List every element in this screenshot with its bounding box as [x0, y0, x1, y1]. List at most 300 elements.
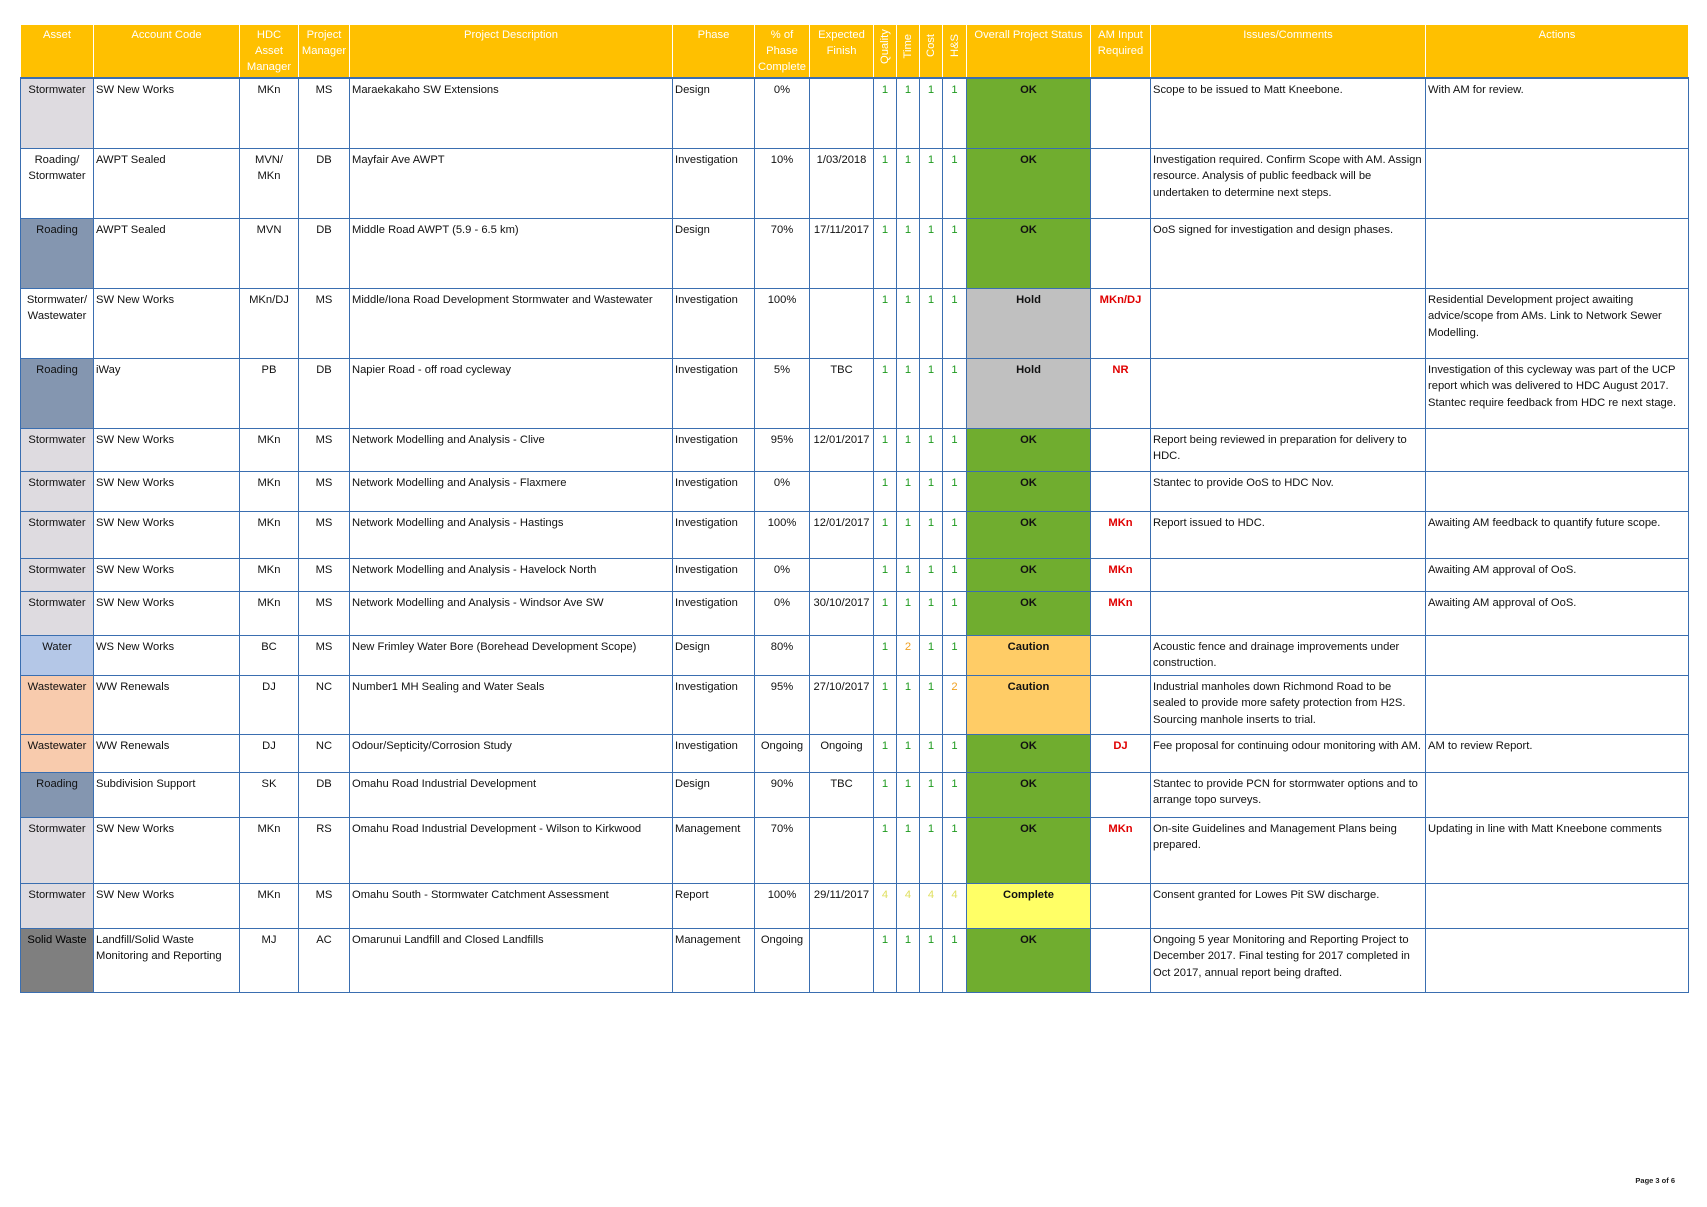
expected-finish-cell [810, 471, 874, 511]
pct-complete-cell: 80% [755, 635, 810, 675]
table-row [21, 511, 1689, 558]
status-cell: OK [967, 511, 1091, 558]
table-row [21, 558, 1689, 591]
quality-score: 1 [874, 675, 897, 734]
actions-cell: Updating in line with Matt Kneebone comments [1426, 817, 1689, 883]
project-description-cell: Middle Road AWPT (5.9 - 6.5 km) [350, 218, 673, 288]
status-cell: OK [967, 591, 1091, 635]
phase-cell: Investigation [673, 591, 755, 635]
account-code-cell: WS New Works [94, 635, 240, 675]
header-project-manager: Project Manager [299, 25, 350, 79]
status-cell: Complete [967, 883, 1091, 928]
phase-cell: Investigation [673, 288, 755, 358]
account-code-cell: SW New Works [94, 558, 240, 591]
actions-cell [1426, 928, 1689, 992]
cost-score: 1 [920, 358, 943, 428]
phase-cell: Design [673, 78, 755, 148]
actions-cell [1426, 428, 1689, 471]
expected-finish-cell: 29/11/2017 [810, 883, 874, 928]
time-score: 1 [897, 288, 920, 358]
header-time-label: Time [902, 34, 914, 59]
hdc-asset-manager-cell: MVN/ MKn [240, 148, 299, 218]
cost-score: 1 [920, 471, 943, 511]
issues-cell: On-site Guidelines and Management Plans being prepared. [1151, 817, 1426, 883]
account-code-cell: AWPT Sealed [94, 148, 240, 218]
quality-score: 4 [874, 883, 897, 928]
time-score: 1 [897, 734, 920, 772]
actions-cell: With AM for review. [1426, 78, 1689, 148]
quality-score: 1 [874, 358, 897, 428]
table-row [21, 218, 1689, 288]
am-input-cell: MKn [1091, 591, 1151, 635]
cost-score: 4 [920, 883, 943, 928]
account-code-cell: WW Renewals [94, 734, 240, 772]
project-description-cell: Odour/Septicity/Corrosion Study [350, 734, 673, 772]
project-description-cell: Maraekakaho SW Extensions [350, 78, 673, 148]
header-actions: Actions [1426, 25, 1689, 79]
asset-cell: Stormwater [21, 817, 94, 883]
phase-cell: Report [673, 883, 755, 928]
header-project-description: Project Description [350, 25, 673, 79]
pct-complete-cell: 70% [755, 218, 810, 288]
pct-complete-cell: 100% [755, 511, 810, 558]
status-cell: Caution [967, 675, 1091, 734]
project-manager-cell: AC [299, 928, 350, 992]
phase-cell: Management [673, 928, 755, 992]
project-manager-cell: RS [299, 817, 350, 883]
hdc-asset-manager-cell: PB [240, 358, 299, 428]
header-account-code: Account Code [94, 25, 240, 79]
time-score: 1 [897, 591, 920, 635]
quality-score: 1 [874, 591, 897, 635]
am-input-cell [1091, 218, 1151, 288]
expected-finish-cell: 30/10/2017 [810, 591, 874, 635]
cost-score: 1 [920, 635, 943, 675]
pct-complete-cell: 0% [755, 78, 810, 148]
pct-complete-cell: 0% [755, 471, 810, 511]
asset-cell: Roading/ Stormwater [21, 148, 94, 218]
header-row [21, 25, 1689, 79]
account-code-cell: iWay [94, 358, 240, 428]
project-description-cell: Omahu Road Industrial Development [350, 772, 673, 817]
time-score: 1 [897, 78, 920, 148]
quality-score: 1 [874, 511, 897, 558]
quality-score: 1 [874, 428, 897, 471]
phase-cell: Investigation [673, 471, 755, 511]
expected-finish-cell: TBC [810, 358, 874, 428]
account-code-cell: SW New Works [94, 817, 240, 883]
cost-score: 1 [920, 817, 943, 883]
am-input-cell [1091, 471, 1151, 511]
table-row [21, 471, 1689, 511]
asset-cell: Solid Waste [21, 928, 94, 992]
project-manager-cell: DB [299, 358, 350, 428]
project-manager-cell: MS [299, 883, 350, 928]
hdc-asset-manager-cell: MVN [240, 218, 299, 288]
status-cell: OK [967, 734, 1091, 772]
phase-cell: Management [673, 817, 755, 883]
cost-score: 1 [920, 591, 943, 635]
phase-cell: Design [673, 772, 755, 817]
am-input-cell: NR [1091, 358, 1151, 428]
header-status: Overall Project Status [967, 25, 1091, 79]
expected-finish-cell: 17/11/2017 [810, 218, 874, 288]
project-description-cell: Omahu South - Stormwater Catchment Assessment [350, 883, 673, 928]
hdc-asset-manager-cell: MKn [240, 471, 299, 511]
account-code-cell: SW New Works [94, 471, 240, 511]
pct-complete-cell: 0% [755, 558, 810, 591]
status-cell: OK [967, 148, 1091, 218]
account-code-cell: SW New Works [94, 78, 240, 148]
hdc-asset-manager-cell: DJ [240, 734, 299, 772]
phase-cell: Investigation [673, 675, 755, 734]
cost-score: 1 [920, 511, 943, 558]
header-hs-label: H&S [948, 34, 961, 58]
asset-cell: Stormwater [21, 511, 94, 558]
hs-score: 1 [943, 428, 967, 471]
header-pct-complete: % of Phase Complete [755, 25, 810, 79]
issues-cell: OoS signed for investigation and design phases. [1151, 218, 1426, 288]
pct-complete-cell: 100% [755, 288, 810, 358]
header-quality-label: Quality [879, 29, 891, 64]
status-cell: OK [967, 817, 1091, 883]
project-manager-cell: MS [299, 511, 350, 558]
am-input-cell: MKn/DJ [1091, 288, 1151, 358]
phase-cell: Design [673, 218, 755, 288]
hs-score: 1 [943, 471, 967, 511]
issues-cell [1151, 591, 1426, 635]
project-manager-cell: MS [299, 78, 350, 148]
asset-cell: Stormwater [21, 558, 94, 591]
issues-cell: Stantec to provide PCN for stormwater options and to arrange topo surveys. [1151, 772, 1426, 817]
hs-score: 1 [943, 817, 967, 883]
pct-complete-cell: 5% [755, 358, 810, 428]
hs-score: 1 [943, 635, 967, 675]
hs-score: 1 [943, 148, 967, 218]
pct-complete-cell: Ongoing [755, 734, 810, 772]
issues-cell [1151, 288, 1426, 358]
am-input-cell: MKn [1091, 817, 1151, 883]
actions-cell: Awaiting AM feedback to quantify future scope. [1426, 511, 1689, 558]
am-input-cell [1091, 928, 1151, 992]
time-score: 4 [897, 883, 920, 928]
table-row [21, 148, 1689, 218]
cost-score: 1 [920, 928, 943, 992]
time-score: 1 [897, 675, 920, 734]
project-description-cell: Middle/Iona Road Development Stormwater and Wastewater [350, 288, 673, 358]
am-input-cell [1091, 883, 1151, 928]
project-manager-cell: NC [299, 734, 350, 772]
pct-complete-cell: 90% [755, 772, 810, 817]
phase-cell: Investigation [673, 428, 755, 471]
expected-finish-cell: 12/01/2017 [810, 511, 874, 558]
expected-finish-cell [810, 78, 874, 148]
expected-finish-cell [810, 288, 874, 358]
quality-score: 1 [874, 734, 897, 772]
header-phase: Phase [673, 25, 755, 79]
table-row [21, 635, 1689, 675]
table-row [21, 591, 1689, 635]
am-input-cell [1091, 148, 1151, 218]
asset-cell: Roading [21, 358, 94, 428]
expected-finish-cell [810, 558, 874, 591]
account-code-cell: Landfill/Solid Waste Monitoring and Reporting [94, 928, 240, 992]
time-score: 1 [897, 148, 920, 218]
header-am-input: AM Input Required [1091, 25, 1151, 79]
status-cell: OK [967, 471, 1091, 511]
project-manager-cell: NC [299, 675, 350, 734]
phase-cell: Investigation [673, 358, 755, 428]
issues-cell [1151, 558, 1426, 591]
issues-cell [1151, 358, 1426, 428]
phase-cell: Investigation [673, 511, 755, 558]
actions-cell: Awaiting AM approval of OoS. [1426, 558, 1689, 591]
asset-cell: Roading [21, 218, 94, 288]
issues-cell: Consent granted for Lowes Pit SW discharge. [1151, 883, 1426, 928]
phase-cell: Investigation [673, 734, 755, 772]
expected-finish-cell: 27/10/2017 [810, 675, 874, 734]
account-code-cell: SW New Works [94, 428, 240, 471]
quality-score: 1 [874, 558, 897, 591]
hdc-asset-manager-cell: MKn [240, 883, 299, 928]
project-description-cell: Network Modelling and Analysis - Flaxmere [350, 471, 673, 511]
phase-cell: Design [673, 635, 755, 675]
cost-score: 1 [920, 675, 943, 734]
project-description-cell: New Frimley Water Bore (Borehead Development Scope) [350, 635, 673, 675]
quality-score: 1 [874, 471, 897, 511]
pct-complete-cell: 100% [755, 883, 810, 928]
project-description-cell: Omahu Road Industrial Development - Wilson to Kirkwood [350, 817, 673, 883]
hs-score: 1 [943, 928, 967, 992]
cost-score: 1 [920, 288, 943, 358]
time-score: 1 [897, 428, 920, 471]
hdc-asset-manager-cell: MKn [240, 558, 299, 591]
am-input-cell: MKn [1091, 558, 1151, 591]
asset-cell: Stormwater [21, 78, 94, 148]
hdc-asset-manager-cell: BC [240, 635, 299, 675]
status-cell: OK [967, 558, 1091, 591]
table-row [21, 358, 1689, 428]
asset-cell: Stormwater/ Wastewater [21, 288, 94, 358]
quality-score: 1 [874, 148, 897, 218]
cost-score: 1 [920, 428, 943, 471]
expected-finish-cell [810, 635, 874, 675]
hdc-asset-manager-cell: MKn/DJ [240, 288, 299, 358]
issues-cell: Acoustic fence and drainage improvements under construction. [1151, 635, 1426, 675]
issues-cell: Report being reviewed in preparation for delivery to HDC. [1151, 428, 1426, 471]
hs-score: 2 [943, 675, 967, 734]
asset-cell: Stormwater [21, 428, 94, 471]
time-score: 2 [897, 635, 920, 675]
header-asset: Asset [21, 25, 94, 79]
hs-score: 1 [943, 591, 967, 635]
hdc-asset-manager-cell: MKn [240, 817, 299, 883]
table-body [21, 78, 1689, 992]
status-cell: Hold [967, 288, 1091, 358]
am-input-cell [1091, 635, 1151, 675]
table-row [21, 928, 1689, 992]
expected-finish-cell: TBC [810, 772, 874, 817]
quality-score: 1 [874, 817, 897, 883]
time-score: 1 [897, 218, 920, 288]
header-issues: Issues/Comments [1151, 25, 1426, 79]
hs-score: 1 [943, 772, 967, 817]
project-description-cell: Number1 MH Sealing and Water Seals [350, 675, 673, 734]
actions-cell: Residential Development project awaiting advice/scope from AMs. Link to Network Sewer Modelling. [1426, 288, 1689, 358]
am-input-cell [1091, 78, 1151, 148]
table-row [21, 734, 1689, 772]
pct-complete-cell: Ongoing [755, 928, 810, 992]
issues-cell: Ongoing 5 year Monitoring and Reporting Project to December 2017. Final testing for 2017 completed in Oct 2017, annual report being drafted. [1151, 928, 1426, 992]
cost-score: 1 [920, 78, 943, 148]
status-cell: OK [967, 928, 1091, 992]
quality-score: 1 [874, 78, 897, 148]
am-input-cell [1091, 428, 1151, 471]
am-input-cell [1091, 772, 1151, 817]
table-row [21, 772, 1689, 817]
table-row [21, 428, 1689, 471]
hdc-asset-manager-cell: SK [240, 772, 299, 817]
table-row [21, 817, 1689, 883]
actions-cell [1426, 635, 1689, 675]
quality-score: 1 [874, 928, 897, 992]
account-code-cell: WW Renewals [94, 675, 240, 734]
cost-score: 1 [920, 218, 943, 288]
asset-cell: Water [21, 635, 94, 675]
quality-score: 1 [874, 635, 897, 675]
time-score: 1 [897, 471, 920, 511]
quality-score: 1 [874, 288, 897, 358]
project-status-table [20, 24, 1689, 993]
cost-score: 1 [920, 558, 943, 591]
project-manager-cell: DB [299, 148, 350, 218]
hdc-asset-manager-cell: MJ [240, 928, 299, 992]
pct-complete-cell: 10% [755, 148, 810, 218]
issues-cell: Stantec to provide OoS to HDC Nov. [1151, 471, 1426, 511]
time-score: 1 [897, 928, 920, 992]
account-code-cell: SW New Works [94, 288, 240, 358]
issues-cell: Fee proposal for continuing odour monitoring with AM. [1151, 734, 1426, 772]
am-input-cell: DJ [1091, 734, 1151, 772]
pct-complete-cell: 70% [755, 817, 810, 883]
status-cell: OK [967, 218, 1091, 288]
actions-cell [1426, 148, 1689, 218]
hs-score: 1 [943, 734, 967, 772]
quality-score: 1 [874, 218, 897, 288]
page-number: Page 3 of 6 [1635, 1176, 1675, 1185]
am-input-cell [1091, 675, 1151, 734]
hs-score: 1 [943, 78, 967, 148]
phase-cell: Investigation [673, 558, 755, 591]
hdc-asset-manager-cell: MKn [240, 428, 299, 471]
project-description-cell: Mayfair Ave AWPT [350, 148, 673, 218]
actions-cell: Awaiting AM approval of OoS. [1426, 591, 1689, 635]
asset-cell: Stormwater [21, 471, 94, 511]
actions-cell [1426, 772, 1689, 817]
status-cell: OK [967, 78, 1091, 148]
asset-cell: Stormwater [21, 591, 94, 635]
actions-cell: AM to review Report. [1426, 734, 1689, 772]
asset-cell: Roading [21, 772, 94, 817]
time-score: 1 [897, 772, 920, 817]
issues-cell: Investigation required. Confirm Scope with AM. Assign resource. Analysis of public feedback will be undertaken to determine next steps. [1151, 148, 1426, 218]
time-score: 1 [897, 511, 920, 558]
account-code-cell: Subdivision Support [94, 772, 240, 817]
pct-complete-cell: 95% [755, 675, 810, 734]
hdc-asset-manager-cell: MKn [240, 78, 299, 148]
project-manager-cell: DB [299, 772, 350, 817]
project-manager-cell: MS [299, 635, 350, 675]
table-row [21, 288, 1689, 358]
table-row [21, 883, 1689, 928]
hs-score: 1 [943, 558, 967, 591]
expected-finish-cell [810, 928, 874, 992]
hs-score: 1 [943, 218, 967, 288]
hs-score: 4 [943, 883, 967, 928]
status-cell: OK [967, 428, 1091, 471]
hdc-asset-manager-cell: MKn [240, 511, 299, 558]
phase-cell: Investigation [673, 148, 755, 218]
table-row [21, 78, 1689, 148]
header-hs [943, 25, 967, 79]
pct-complete-cell: 95% [755, 428, 810, 471]
project-description-cell: Omarunui Landfill and Closed Landfills [350, 928, 673, 992]
actions-cell: Investigation of this cycleway was part of the UCP report which was delivered to HDC August 2017. Stantec require feedback from HDC re next stage. [1426, 358, 1689, 428]
account-code-cell: SW New Works [94, 511, 240, 558]
time-score: 1 [897, 358, 920, 428]
hdc-asset-manager-cell: DJ [240, 675, 299, 734]
project-manager-cell: MS [299, 558, 350, 591]
header-hdc-asset-manager: HDC Asset Manager [240, 25, 299, 79]
project-manager-cell: MS [299, 288, 350, 358]
project-description-cell: Network Modelling and Analysis - Hastings [350, 511, 673, 558]
account-code-cell: SW New Works [94, 591, 240, 635]
expected-finish-cell: Ongoing [810, 734, 874, 772]
time-score: 1 [897, 558, 920, 591]
asset-cell: Wastewater [21, 734, 94, 772]
am-input-cell: MKn [1091, 511, 1151, 558]
expected-finish-cell: 1/03/2018 [810, 148, 874, 218]
cost-score: 1 [920, 148, 943, 218]
actions-cell [1426, 471, 1689, 511]
actions-cell [1426, 218, 1689, 288]
project-description-cell: Network Modelling and Analysis - Clive [350, 428, 673, 471]
pct-complete-cell: 0% [755, 591, 810, 635]
project-manager-cell: MS [299, 428, 350, 471]
header-time [897, 25, 920, 79]
issues-cell: Scope to be issued to Matt Kneebone. [1151, 78, 1426, 148]
quality-score: 1 [874, 772, 897, 817]
project-manager-cell: DB [299, 218, 350, 288]
header-cost-label: Cost [925, 34, 937, 58]
account-code-cell: AWPT Sealed [94, 218, 240, 288]
issues-cell: Industrial manholes down Richmond Road to be sealed to provide more safety protection from H2S. Sourcing manhole inserts to trial. [1151, 675, 1426, 734]
hdc-asset-manager-cell: MKn [240, 591, 299, 635]
actions-cell [1426, 883, 1689, 928]
hs-score: 1 [943, 511, 967, 558]
hs-score: 1 [943, 288, 967, 358]
status-cell: Hold [967, 358, 1091, 428]
asset-cell: Wastewater [21, 675, 94, 734]
asset-cell: Stormwater [21, 883, 94, 928]
project-description-cell: Network Modelling and Analysis - Havelock North [350, 558, 673, 591]
project-description-cell: Network Modelling and Analysis - Windsor Ave SW [350, 591, 673, 635]
header-cost [920, 25, 943, 79]
project-description-cell: Napier Road - off road cycleway [350, 358, 673, 428]
actions-cell [1426, 675, 1689, 734]
status-cell: OK [967, 772, 1091, 817]
expected-finish-cell [810, 817, 874, 883]
